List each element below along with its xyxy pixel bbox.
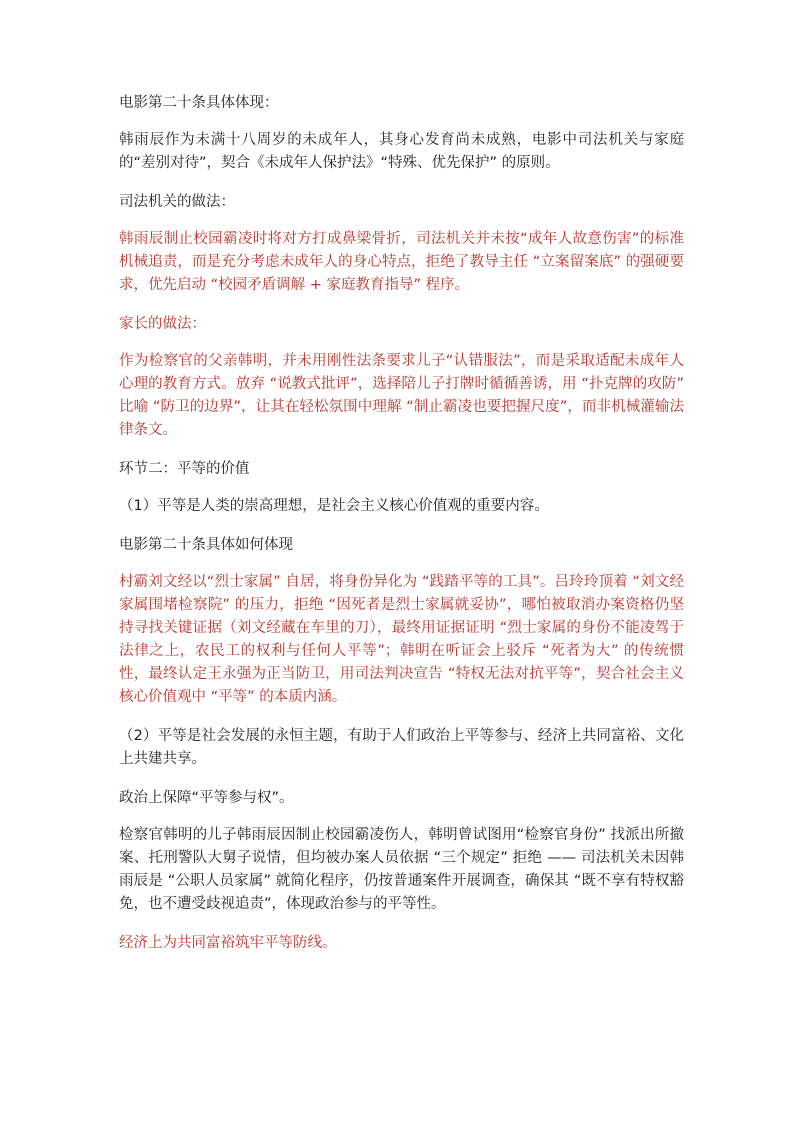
paragraph-judicial-approach bbox=[119, 228, 684, 297]
subheading-film-embodiment: 电影第二十条具体如何体现 bbox=[119, 537, 293, 553]
text-segment: “立案留案底” bbox=[532, 254, 621, 270]
text-segment: 程序。 bbox=[421, 277, 470, 293]
paragraph-minor-protection: 韩雨辰作为未满十八周岁的未成年人，其身心发育尚未成熟，电影中司法机关与家庭的“差别对待”，契合《未成年人保护法》“特殊、优先保护” 的原则。 bbox=[119, 132, 684, 171]
paragraph-prosecutor-son-case: 检察官韩明的儿子韩雨辰因制止校园霸凌伤人，韩明曾试图用“检察官身份” 找派出所撤案、托刑警队大舅子说情，但均被办案人员依据 “三个规定” 拒绝 —— 司法机关未因韩雨辰是 “公职人员家属” 就简化程序，仍按普通案件开展调查，确保其 “既不享有特权豁免，也不遭受歧视追责”，体现政治参与的平等性。 bbox=[119, 827, 684, 912]
subheading-political-equality: 政治上保障“平等参与权”。 bbox=[119, 790, 294, 806]
text-segment: 韩雨辰制止校园霸凌时将对方打成鼻梁骨折，司法机关并未按 bbox=[119, 231, 521, 247]
paragraph-parent-approach: 作为检察官的父亲韩明，并未用刚性法条要求儿子“认错服法”，而是采取适配未成年人心理的教育方式。放弃 “说教式批评”，选择陪儿子打牌时循循善诱，用 “扑克牌的攻防” 比喻 “防卫的边界”，让其在轻松氛围中理解 “制止霸凌也要把握尺度”，而非机械灌输法律条文。 bbox=[119, 353, 684, 438]
subheading-economic-equality: 经济上为共同富裕筑牢平等防线。 bbox=[119, 935, 337, 951]
section-heading-film-article-20: 电影第二十条具体体现： bbox=[119, 95, 279, 111]
paragraph-martyr-family-case: 村霸刘文经以“烈士家属” 自居，将身份异化为 “践踏平等的工具”。吕玲玲顶着 “刘文经家属围堵检察院” 的压力，拒绝 “因死者是烈士家属就妥协”，哪怕被取消办案资格仍坚持寻找关键证据（刘文经藏在车里的刀），最终用证据证明 “烈士家属的身份不能凌驾于法律之上，农民工的权利与任何人平等”；韩明在听证会上驳斥 “死者为大” 的传统惯性，最终认定王永强为正当防卫，用司法判决宣告 “特权无法对抗平等”，契合社会主义核心价值观中 “平等” 的本质内涵。 bbox=[119, 574, 684, 705]
text-segment: 的标准机械追责，而是充分考虑未成年人的身心特点，拒绝了教导主任 bbox=[119, 231, 685, 270]
section-heading-equality-value: 环节二：平等的价值 bbox=[119, 461, 250, 477]
subheading-parent-approach: 家长的做法： bbox=[119, 316, 206, 332]
text-segment: “成年人故意伤害” bbox=[520, 231, 640, 247]
paragraph-equality-theme: （2）平等是社会发展的永恒主题，有助于人们政治上平等参与、经济上共同富裕、文化上共建共享。 bbox=[119, 728, 684, 767]
text-segment: “校园矛盾调解 + 家庭教育指导” bbox=[210, 277, 421, 293]
subheading-judicial-approach: 司法机关的做法： bbox=[119, 194, 235, 210]
paragraph-equality-ideal: （1）平等是人类的崇高理想，是社会主义核心价值观的重要内容。 bbox=[119, 498, 549, 514]
text-segment: 的强硬要求，优先启动 bbox=[119, 254, 685, 293]
